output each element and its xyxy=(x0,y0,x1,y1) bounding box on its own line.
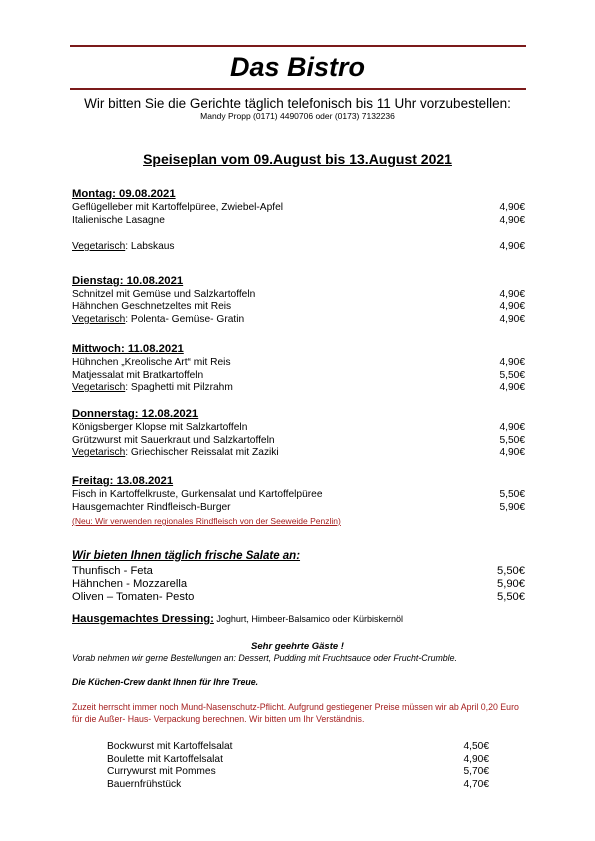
vegetarian-label: Vegetarisch xyxy=(72,241,126,252)
contact-phone: Mandy Propp (0171) 4490706 oder (0173) 7132236 xyxy=(200,111,395,121)
menu-row xyxy=(72,502,525,515)
dish-name: Hausgemachter Rindfleisch-Burger xyxy=(72,502,231,513)
salad-price: 5,90€ xyxy=(497,578,525,590)
vegetarian-dish-name: : Labskaus xyxy=(125,241,175,252)
vegetarian-row xyxy=(72,382,525,395)
vegetarian-dish xyxy=(72,447,279,458)
guest-greeting: Sehr geehrte Gäste ! xyxy=(251,641,344,652)
dish-price: 4,90€ xyxy=(499,357,525,368)
menu-row xyxy=(72,422,525,435)
dish-name: Königsberger Klopse mit Salzkartoffeln xyxy=(72,422,248,433)
menu-row xyxy=(72,202,525,215)
vegetarian-dish xyxy=(72,241,175,252)
thanks-note: Die Küchen-Crew dankt Ihnen für Ihre Treue. xyxy=(72,677,259,687)
vegetarian-row xyxy=(72,447,525,460)
preorder-note: Vorab nehmen wir gerne Bestellungen an: Dessert, Pudding mit Fruchtsauce oder Frucht-Crumble. xyxy=(72,653,457,663)
preorder-instruction: Wir bitten Sie die Gerichte täglich telefonisch bis 11 Uhr vorzubestellen: xyxy=(84,96,511,111)
vegetarian-dish xyxy=(72,314,244,325)
page-title: Das Bistro xyxy=(229,52,366,82)
title-rule xyxy=(70,88,526,90)
extra-price: 4,90€ xyxy=(463,754,489,765)
extra-name: Bauernfrühstück xyxy=(107,779,182,790)
day-heading-friday: Freitag: 13.08.2021 xyxy=(72,475,174,487)
dish-price: 4,90€ xyxy=(499,422,525,433)
dish-name: Hühnchen „Kreolische Art“ mit Reis xyxy=(72,357,231,368)
extra-price: 4,50€ xyxy=(463,741,489,752)
beef-origin-note: (Neu: Wir verwenden regionales Rindfleisch von der Seeweide Penzlin) xyxy=(72,516,341,526)
dish-name: Fisch in Kartoffelkruste, Gurkensalat und Kartoffelpüree xyxy=(72,489,323,500)
dish-price: 4,90€ xyxy=(499,215,525,226)
dish-name: Italienische Lasagne xyxy=(72,215,165,226)
salads-heading: Wir bieten Ihnen täglich frische Salate an: xyxy=(72,550,301,562)
vegetarian-label: Vegetarisch xyxy=(72,314,126,325)
dish-price: 5,90€ xyxy=(499,502,525,513)
vegetarian-row xyxy=(72,241,525,254)
extra-name: Boulette mit Kartoffelsalat xyxy=(107,754,223,765)
menu-row xyxy=(72,215,525,228)
menu-plan-title: Speiseplan vom 09.August bis 13.August 2021 xyxy=(143,151,452,167)
extra-row xyxy=(107,779,489,792)
dressing-options: Joghurt, Himbeer-Balsamico oder Kürbiskernöl xyxy=(213,614,403,624)
dish-price: 4,90€ xyxy=(499,289,525,300)
extra-row xyxy=(107,766,489,779)
extra-name: Bockwurst mit Kartoffelsalat xyxy=(107,741,233,752)
dish-price: 5,50€ xyxy=(499,435,525,446)
vegetarian-row xyxy=(72,314,525,327)
day-heading-tuesday: Dienstag: 10.08.2021 xyxy=(72,275,184,287)
dish-name: Hähnchen Geschnetzeltes mit Reis xyxy=(72,301,232,312)
vegetarian-label: Vegetarisch xyxy=(72,447,126,458)
extra-price: 4,70€ xyxy=(463,779,489,790)
salad-row xyxy=(72,591,525,605)
vegetarian-dish xyxy=(72,382,233,393)
salad-row xyxy=(72,565,525,579)
dish-price: 4,90€ xyxy=(499,382,525,393)
dish-price: 4,90€ xyxy=(499,301,525,312)
vegetarian-dish-name: : Spaghetti mit Pilzrahm xyxy=(125,382,233,393)
dressing-line xyxy=(72,613,403,625)
dish-price: 4,90€ xyxy=(499,241,525,252)
salad-name: Hähnchen - Mozzarella xyxy=(72,578,188,590)
day-heading-thursday: Donnerstag: 12.08.2021 xyxy=(72,408,199,420)
salad-price: 5,50€ xyxy=(497,591,525,603)
dish-name: Schnitzel mit Gemüse und Salzkartoffeln xyxy=(72,289,256,300)
menu-row xyxy=(72,301,525,314)
dish-price: 4,90€ xyxy=(499,314,525,325)
dish-price: 4,90€ xyxy=(499,447,525,458)
vegetarian-dish-name: : Griechischer Reissalat mit Zaziki xyxy=(125,447,279,458)
salad-row xyxy=(72,578,525,592)
vegetarian-dish-name: : Polenta- Gemüse- Gratin xyxy=(125,314,245,325)
salad-name: Thunfisch - Feta xyxy=(72,565,153,577)
dish-name: Matjessalat mit Bratkartoffeln xyxy=(72,370,204,381)
vegetarian-label: Vegetarisch xyxy=(72,382,126,393)
dish-price: 5,50€ xyxy=(499,489,525,500)
mask-price-notice: Zuzeit herrscht immer noch Mund-Nasenschutz-Pflicht. Aufgrund gestiegener Preise müssen wir ab April 0,20 Euro für die Außer- Haus- Verpackung berechnen. Wir bitten um Ihr Verständnis. xyxy=(72,702,519,724)
menu-row xyxy=(72,489,525,502)
dish-price: 5,50€ xyxy=(499,370,525,381)
salad-price: 5,50€ xyxy=(497,565,525,577)
day-heading-wednesday: Mittwoch: 11.08.2021 xyxy=(72,343,184,355)
dish-name: Geflügelleber mit Kartoffelpüree, Zwiebel-Apfel xyxy=(72,202,284,213)
dish-name: Grützwurst mit Sauerkraut und Salzkartoffeln xyxy=(72,435,275,446)
dressing-label: Hausgemachtes Dressing: xyxy=(72,613,214,625)
dish-price: 4,90€ xyxy=(499,202,525,213)
extra-row xyxy=(107,741,489,754)
extra-price: 5,70€ xyxy=(463,766,489,777)
top-rule xyxy=(70,45,526,47)
day-heading-monday: Montag: 09.08.2021 xyxy=(72,188,176,200)
salad-name: Oliven – Tomaten- Pesto xyxy=(72,591,195,603)
menu-row xyxy=(72,357,525,370)
extra-name: Currywurst mit Pommes xyxy=(107,766,216,777)
